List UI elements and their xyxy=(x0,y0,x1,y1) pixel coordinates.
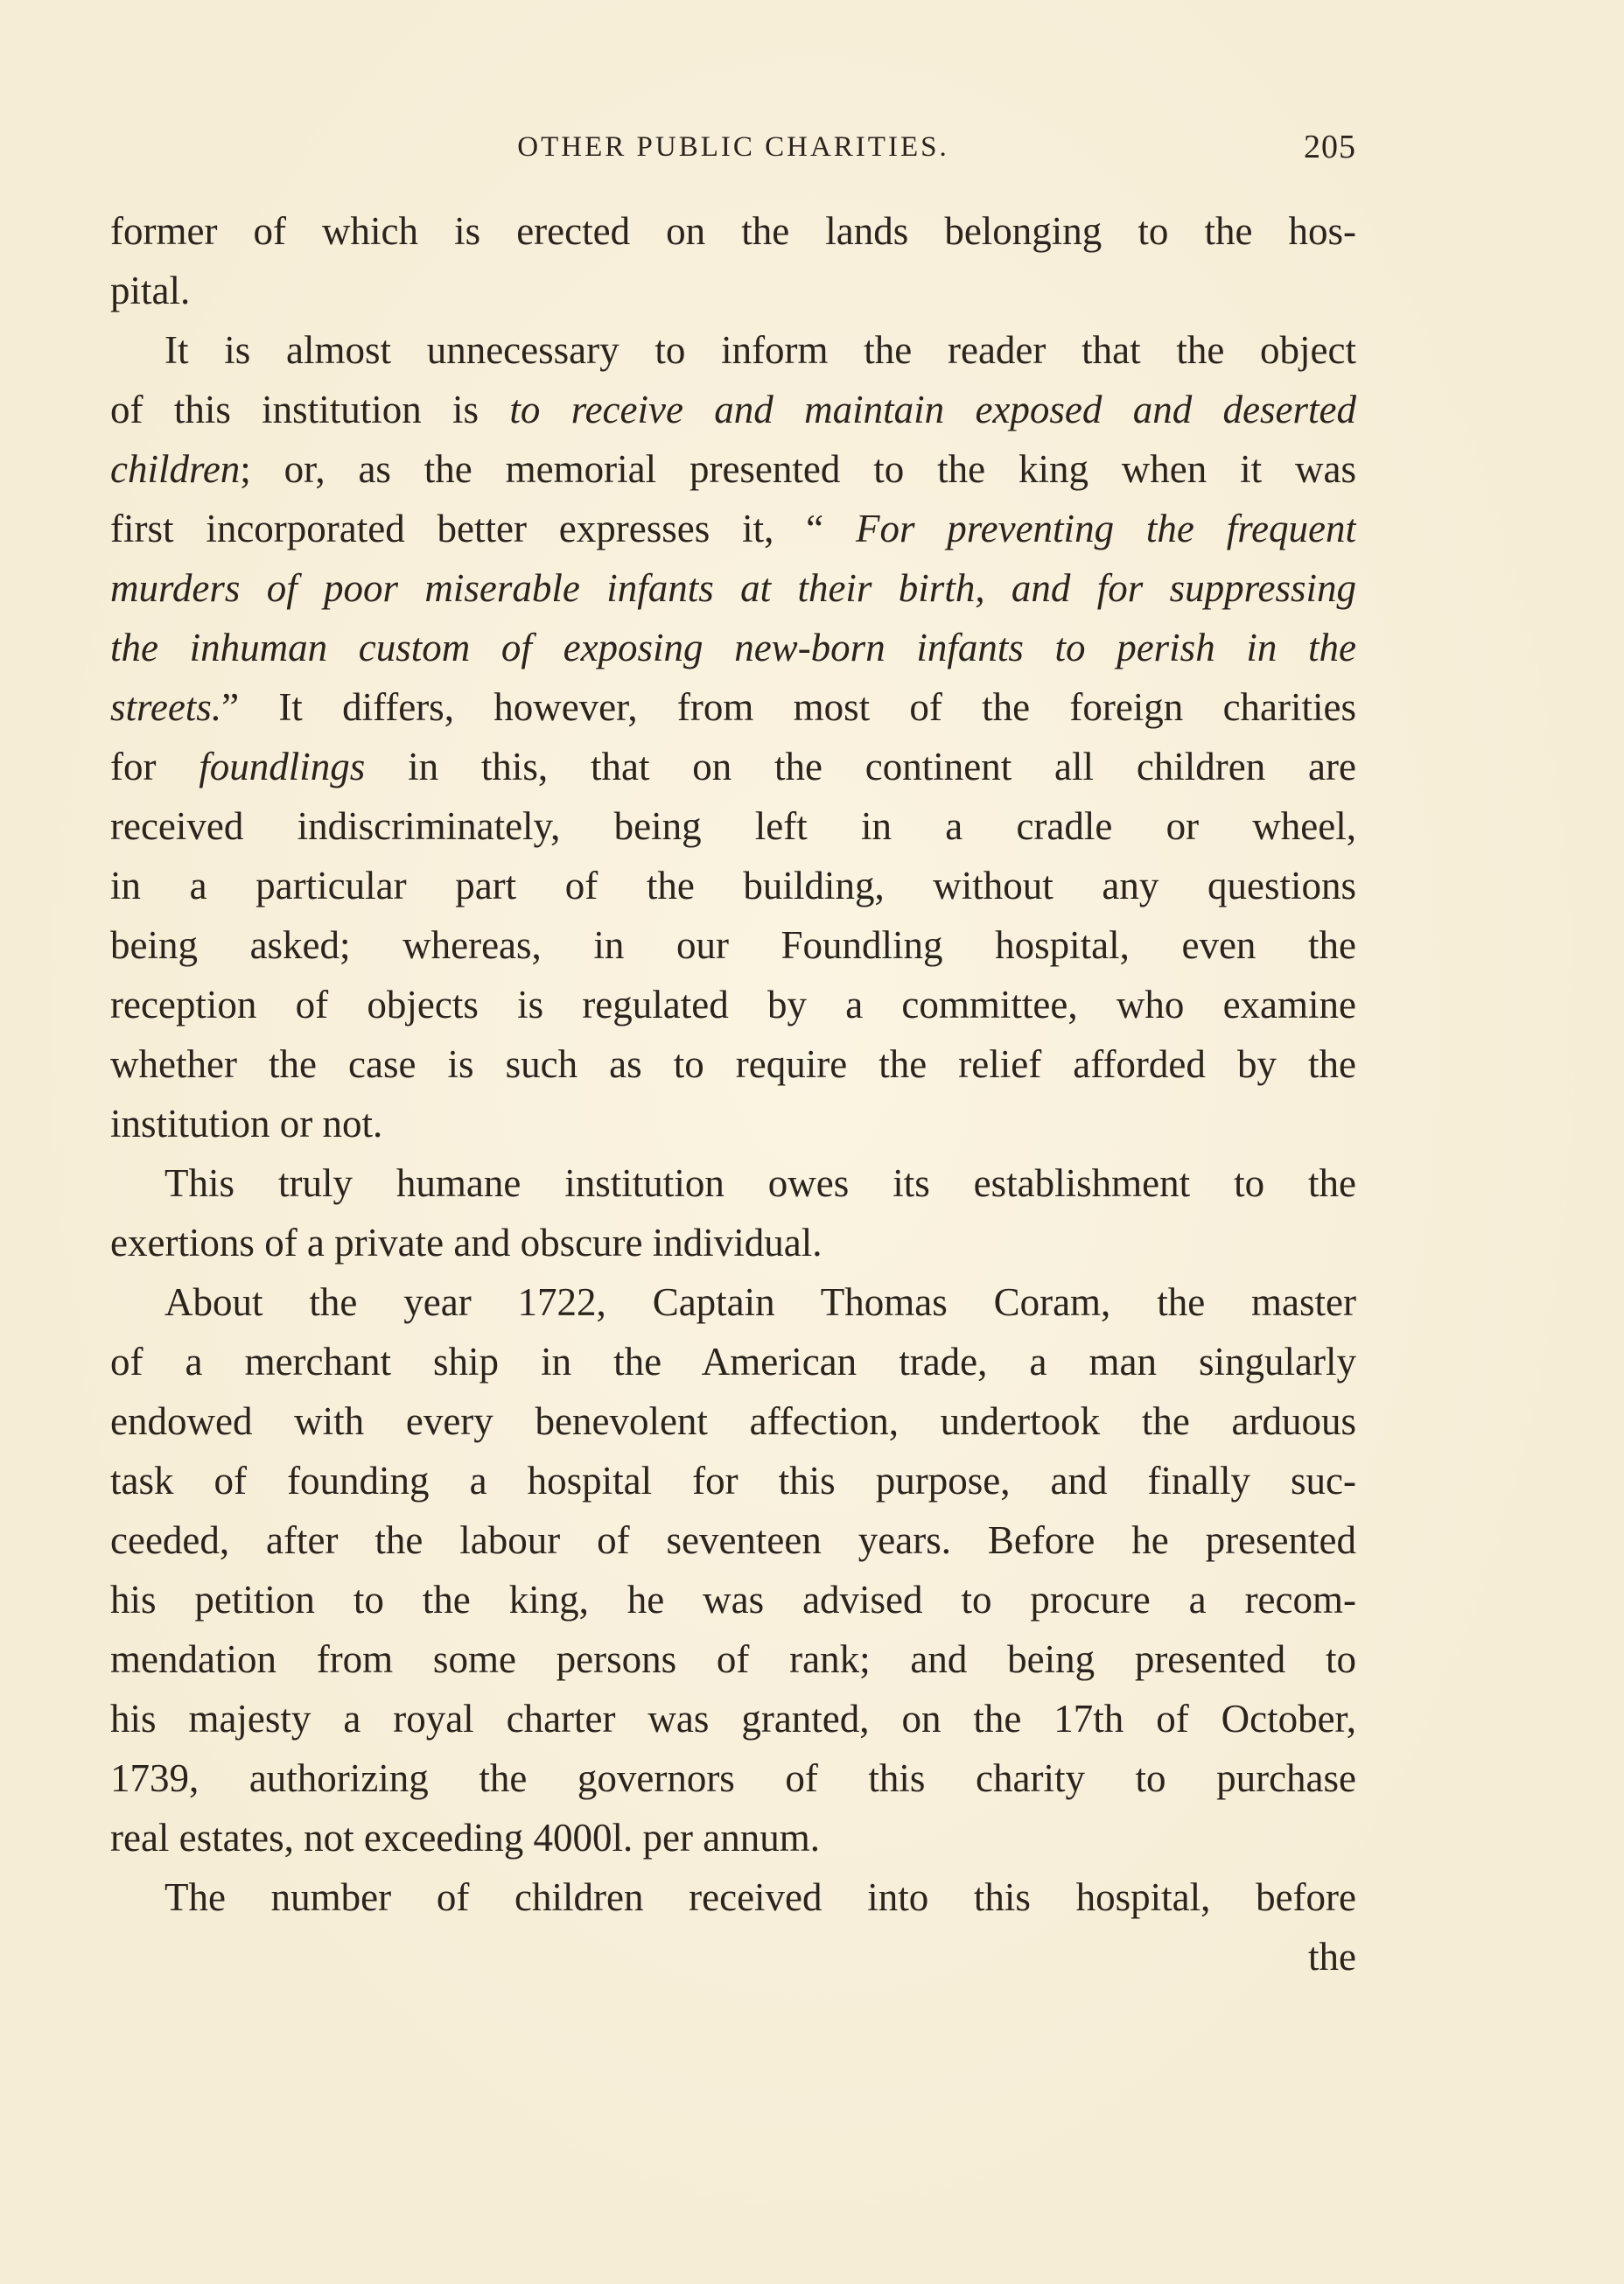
text-segment: in this, that on the continent all children are xyxy=(365,745,1356,788)
text-segment: received indiscriminately, being left in a cradle or wheel, xyxy=(110,804,1356,848)
text-line xyxy=(110,1629,1356,1689)
text-segment: whether the case is such as to require the relief afforded by the xyxy=(110,1042,1356,1086)
text-line xyxy=(110,439,1356,499)
text-line xyxy=(110,1153,1356,1213)
text-line xyxy=(110,1927,1356,1986)
text-line xyxy=(110,856,1356,915)
running-title: OTHER PUBLIC CHARITIES. xyxy=(517,131,949,163)
text-line xyxy=(110,380,1356,439)
text-line xyxy=(110,1510,1356,1570)
text-segment: being asked; whereas, in our Foundling hospital, even the xyxy=(110,923,1356,967)
italic-text-segment: children xyxy=(110,447,241,491)
italic-text-segment: to receive and maintain exposed and deserted xyxy=(509,388,1356,431)
text-segment: pital. xyxy=(110,269,191,312)
page-header xyxy=(110,121,1356,173)
text-line xyxy=(110,499,1356,558)
text-segment: It is almost unnecessary to inform the reader that the object xyxy=(164,328,1356,372)
italic-text-segment: foundlings xyxy=(199,745,366,788)
text-segment: his majesty a royal charter was granted, on the 17th of October, xyxy=(110,1697,1356,1741)
text-line xyxy=(110,1867,1356,1927)
text-segment: ceeded, after the labour of seventeen years. Before he presented xyxy=(110,1518,1356,1562)
text-line xyxy=(110,1272,1356,1332)
text-segment: The number of children received into this hospital, before xyxy=(164,1875,1356,1919)
text-segment: institution or not. xyxy=(110,1102,383,1146)
text-line xyxy=(110,201,1356,261)
text-line xyxy=(110,737,1356,796)
text-line xyxy=(110,1570,1356,1629)
text-segment: former of which is erected on the lands belonging to the hos- xyxy=(110,209,1356,253)
text-segment: ” It differs, however, from most of the foreign charities xyxy=(221,685,1356,729)
text-segment: real estates, not exceeding 4000l. per annum. xyxy=(110,1816,820,1860)
text-segment: of a merchant ship in the American trade, a man singularly xyxy=(110,1340,1356,1384)
text-line xyxy=(110,975,1356,1034)
text-segment: This truly humane institution owes its establishment to the xyxy=(164,1161,1356,1205)
text-segment: first incorporated better expresses it, “ xyxy=(110,507,856,550)
italic-text-segment: For preventing the frequent xyxy=(855,507,1356,550)
text-line xyxy=(110,558,1356,618)
text-line xyxy=(110,677,1356,737)
text-segment: in a particular part of the building, without any questions xyxy=(110,864,1356,907)
text-segment: ; or, as the memorial presented to the king when it was xyxy=(240,447,1356,491)
italic-text-segment: streets. xyxy=(110,685,222,729)
text-segment: reception of objects is regulated by a committee, who examine xyxy=(110,983,1356,1026)
text-segment: for xyxy=(110,745,200,788)
text-segment: his petition to the king, he was advised to procure a recom- xyxy=(110,1578,1356,1622)
text-line xyxy=(110,915,1356,975)
page-number: 205 xyxy=(1304,129,1356,165)
text-line xyxy=(110,320,1356,380)
italic-text-segment: the inhuman custom of exposing new-born infants to perish in the xyxy=(110,626,1356,669)
text-segment: task of founding a hospital for this purpose, and finally suc- xyxy=(110,1459,1356,1503)
text-segment: the xyxy=(1308,1935,1356,1979)
text-line xyxy=(110,618,1356,677)
text-line xyxy=(110,1451,1356,1510)
text-line xyxy=(110,1332,1356,1391)
text-line xyxy=(110,1034,1356,1094)
text-segment: 1739, authorizing the governors of this charity to purchase xyxy=(110,1756,1356,1800)
text-segment: exertions of a private and obscure individual. xyxy=(110,1221,822,1265)
text-line xyxy=(110,1094,1356,1153)
text-line xyxy=(110,796,1356,856)
italic-text-segment: murders of poor miserable infants at their birth, and for suppressing xyxy=(110,566,1356,610)
text-line xyxy=(110,1689,1356,1748)
text-line xyxy=(110,1213,1356,1272)
text-segment: mendation from some persons of rank; and being presented to xyxy=(110,1637,1356,1681)
text-segment: About the year 1722, Captain Thomas Coram, the master xyxy=(164,1280,1356,1324)
text-line xyxy=(110,1748,1356,1808)
text-segment: endowed with every benevolent affection, undertook the arduous xyxy=(110,1399,1356,1443)
body-text xyxy=(110,201,1356,1986)
text-line xyxy=(110,1391,1356,1451)
text-line xyxy=(110,261,1356,320)
text-segment: of this institution is xyxy=(110,388,510,431)
text-line xyxy=(110,1808,1356,1867)
